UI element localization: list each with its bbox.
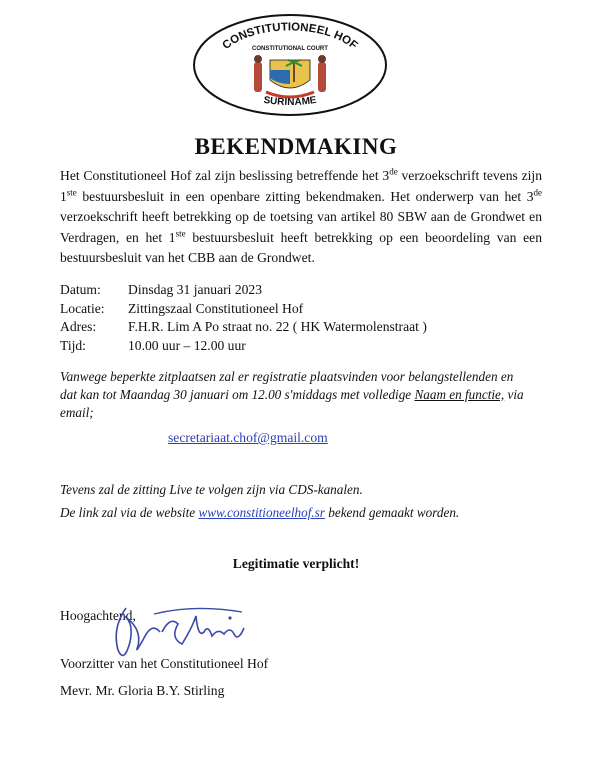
identification-required: Legitimatie verplicht! <box>232 556 360 571</box>
email-link[interactable]: secretariaat.chof@gmail.com <box>168 430 328 445</box>
detail-label: Datum: <box>60 282 101 297</box>
detail-row-time <box>60 338 427 357</box>
signatory-title: Voorzitter van het Constitutioneel Hof <box>60 656 269 671</box>
event-details <box>60 282 427 356</box>
website-link[interactable]: www.constitioneelhof.sr <box>198 505 325 520</box>
intro-superscript: ste <box>66 186 77 197</box>
notice-text: Vanwege beperkte zitplaatsen zal er registratie plaatsvinden voor belangstellenden en dat kan tot Maandag 30 januari om 12.00 s'middags met volledige <box>60 369 514 402</box>
detail-value: Dinsdag 31 januari 2023 <box>128 282 263 297</box>
notice-tail: via email; <box>60 387 524 420</box>
intro-paragraph <box>60 166 542 269</box>
seal-sub-text: CONSTITUTIONAL COURT <box>252 46 328 52</box>
live-notice: Tevens zal de zitting Live te volgen zijn via CDS-kanalen. <box>60 482 363 497</box>
detail-value: 10.00 uur – 12.00 uur <box>128 337 246 353</box>
detail-label: Locatie: <box>60 300 105 316</box>
intro-text: bestuursbesluit in een openbare zitting bekendmaken. Het onderwerp van het 3 <box>76 188 534 204</box>
detail-label: Tijd: <box>60 337 86 353</box>
intro-superscript: ste <box>175 227 186 238</box>
intro-text: Het Constitutioneel Hof zal zijn beslissing betreffende het 3 <box>60 168 390 183</box>
seal-top-text: CONSTITUTIONEEL HOF <box>220 21 360 52</box>
intro-superscript: de <box>533 186 542 197</box>
detail-row-location <box>60 301 427 320</box>
constitutional-court-seal <box>190 10 390 120</box>
intro-text: verzoekschrift tevens zijn 1 <box>60 168 542 204</box>
detail-label: Adres: <box>60 319 97 334</box>
detail-value: F.H.R. Lim A Po straat no. 22 ( HK Watermolenstraat ) <box>128 319 427 334</box>
page-title: BEKENDMAKING <box>194 134 398 159</box>
detail-row-date <box>60 282 427 301</box>
intro-text: bestuursbesluit heeft betrekking op een beoordeling van een bestuursbesluit van het CBB aan de Grondwet. <box>60 229 542 265</box>
intro-text: verzoekschrift heeft betrekking op de toetsing van artikel 80 SBW aan de Grondwet en Verdragen, en het 1 <box>60 209 542 245</box>
coat-of-arms-icon <box>254 55 326 97</box>
signatory-name: Mevr. Mr. Gloria B.Y. Stirling <box>60 683 225 698</box>
registration-notice <box>60 368 530 422</box>
website-notice <box>60 505 459 521</box>
website-text: bekend gemaakt worden. <box>324 505 460 520</box>
intro-superscript: de <box>389 166 398 177</box>
seal-bottom-text: SURINAME <box>262 94 318 109</box>
detail-value: Zittingszaal Constitutioneel Hof <box>128 300 304 316</box>
notice-underlined: Naam en functie, <box>414 387 505 402</box>
closing-greeting: Hoogachtend, <box>60 608 136 623</box>
detail-row-address <box>60 319 427 338</box>
website-text: De link zal via de website <box>60 505 199 520</box>
